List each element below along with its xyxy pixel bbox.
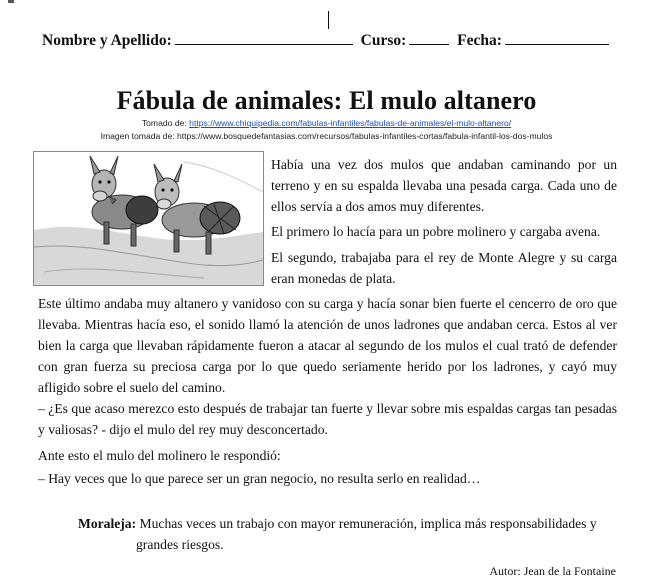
page-title: Fábula de animales: El mulo altanero [116,86,537,115]
name-blank[interactable] [175,31,353,45]
moral-block [78,513,618,555]
paragraph-4: Este último andaba muy altanero y vanidoso con su carga y hacía sonar bien fuerte el cencerro de oro que llevaba. Mientras hacía eso, el sonido llamó la atención de unos ladrones que andaban cerca. Estos al ver bien la carga que llevaban rápidamente fueron a atacar al segundo de los mulos el cual trató de defender con gran fuerza su preciosa carga por lo que quedo seriamente herido por los ladrones, y cayó muy afligido sobre el suelo del camino. [38,296,617,395]
two-mules-illustration [33,151,264,286]
paragraph-5: – ¿Es que acaso merezco esto después de trabajar tan fuerte y llevar sobre mis espaldas cargas tan pesadas y valiosas? - dijo el mulo del rey muy desconcertado. [38,401,617,437]
moral-line-1: Muchas veces un trabajo con mayor remuneración, implica más responsabilidades y [139,516,597,531]
paragraph-6: Ante esto el mulo del molinero le respondió: [38,448,281,463]
date-blank[interactable] [505,31,609,45]
paragraph-7: – Hay veces que lo que parece ser un gran negocio, no resulta serlo en realidad… [38,471,481,486]
student-info-line [42,31,642,50]
paragraph-1: Había una vez dos mulos que andaban caminando por un terreno y en su espalda llevaba una pesada carga. Cada uno de ellos servía a dos amos muy diferentes. [271,157,617,214]
mules-drawing [34,152,263,285]
author-credit: Autor: Jean de la Fontaine [489,564,616,578]
course-label: Curso: [360,32,407,49]
image-credit: Imagen tomada de: https://www.bosquedefantasias.com/recursos/fabulas-infantiles-cortas/fabula-infantil-los-dos-mulos [100,131,553,141]
source-credit [0,118,653,128]
moral-label: Moraleja: [78,516,137,531]
date-label: Fecha: [457,32,502,49]
paragraph-2: El primero lo hacía para un pobre molinero y cargaba avena. [271,224,601,239]
course-blank[interactable] [409,31,449,45]
moral-line-2: grandes riesgos. [136,537,224,552]
paragraph-3: El segundo, trabajaba para el rey de Monte Alegre y su carga eran monedas de plata. [271,250,617,286]
name-label: Nombre y Apellido: [42,32,172,49]
source-link[interactable]: https://www.chiquipedia.com/fabulas-infantiles/fabulas-de-animales/el-mulo-altanero/ [189,118,512,128]
page-top-border [0,0,653,3]
text-cursor [328,11,329,29]
source-label: Tomado de: [141,118,187,128]
